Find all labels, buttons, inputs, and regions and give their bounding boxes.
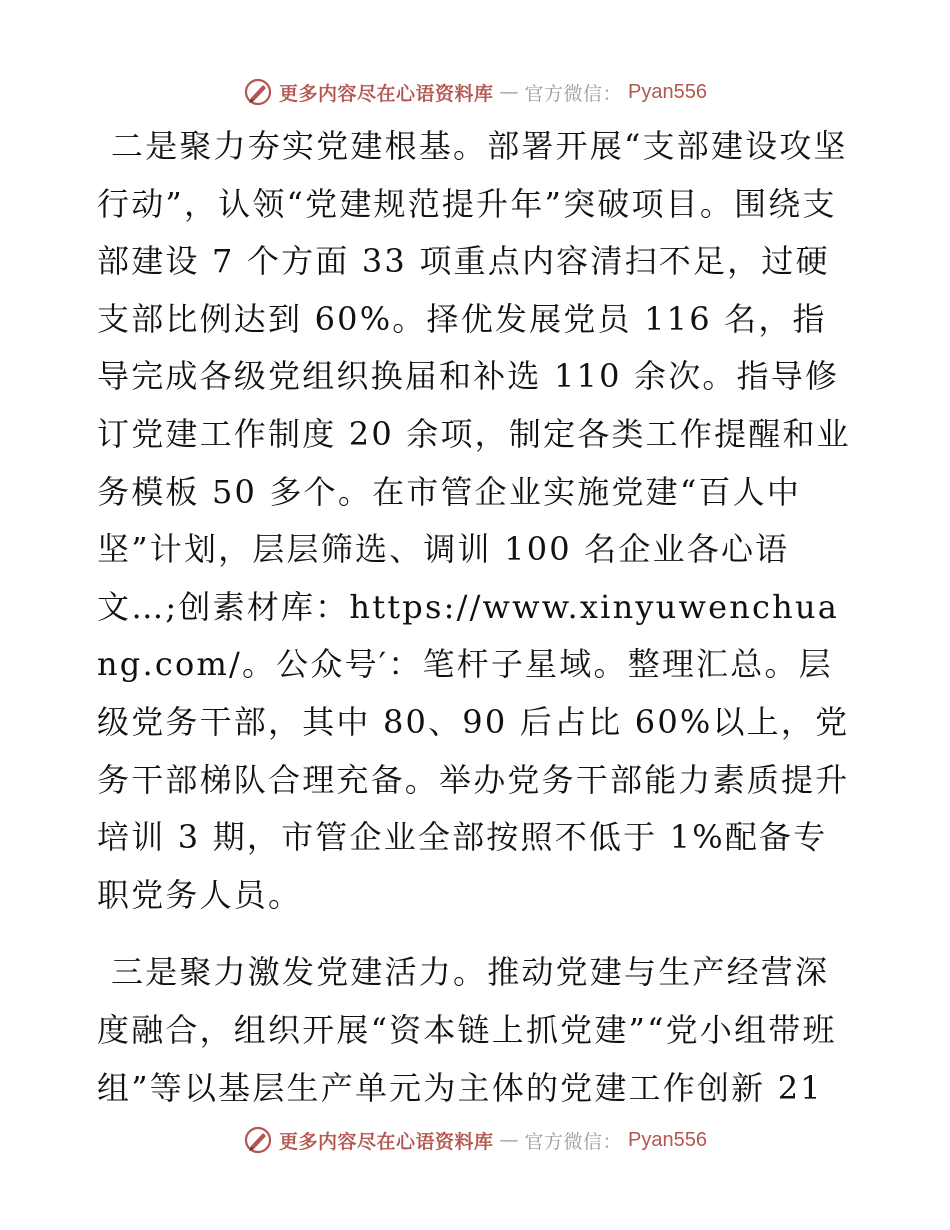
watermark-wechat-id: Pyan556 (628, 1128, 707, 1151)
paragraph-three: 三是聚力激发党建活力。推动党建与生产经营深度融合，组织开展“资本链上抓党建”“党小组带班组”等以基层生产单元为主体的党建工作创新 21 (97, 953, 837, 1107)
document-body (97, 118, 857, 1117)
paragraph-two: 二是聚力夯实党建根基。部署开展“支部建设攻坚行动”，认领“党建规范提升年”突破项目。围绕支部建设 7 个方面 33 项重点内容清扫不足，过硬支部比例达到 60%。择优发展党员 116 名，指导完成各级党组织换届和补选 110 余次。指导修订党建工作制度 20 余项，制定各类工作提醒和业务模板 50 多个。在市管企业实施党建“百人中坚”计划，层层筛选、调训 100 名企业各心语文…;创素材库：https://www.xinyuwenchuang.com/。公众号′：笔杆子星域。整理汇总。层级党务干部，其中 80、90 后占比 60%以上，党务干部梯队合理充备。举办党务干部能力素质提升培训 3 期，市管企业全部按照不低于 1%配备专职党务人员。 (97, 127, 851, 914)
pen-logo-icon (243, 77, 273, 107)
watermark-dash: — (499, 1129, 519, 1151)
watermark-dash: — (499, 81, 519, 103)
header-watermark (0, 72, 950, 112)
watermark-wechat-label: 官方微信： (524, 1130, 623, 1153)
watermark-wechat-label: 官方微信： (524, 82, 623, 105)
footer-watermark (0, 1120, 950, 1160)
pen-logo-icon (243, 1125, 273, 1155)
watermark-brand: 更多内容尽在心语资料库 (279, 1130, 494, 1153)
watermark-brand: 更多内容尽在心语资料库 (279, 82, 494, 105)
watermark-wechat-id: Pyan556 (628, 80, 707, 103)
